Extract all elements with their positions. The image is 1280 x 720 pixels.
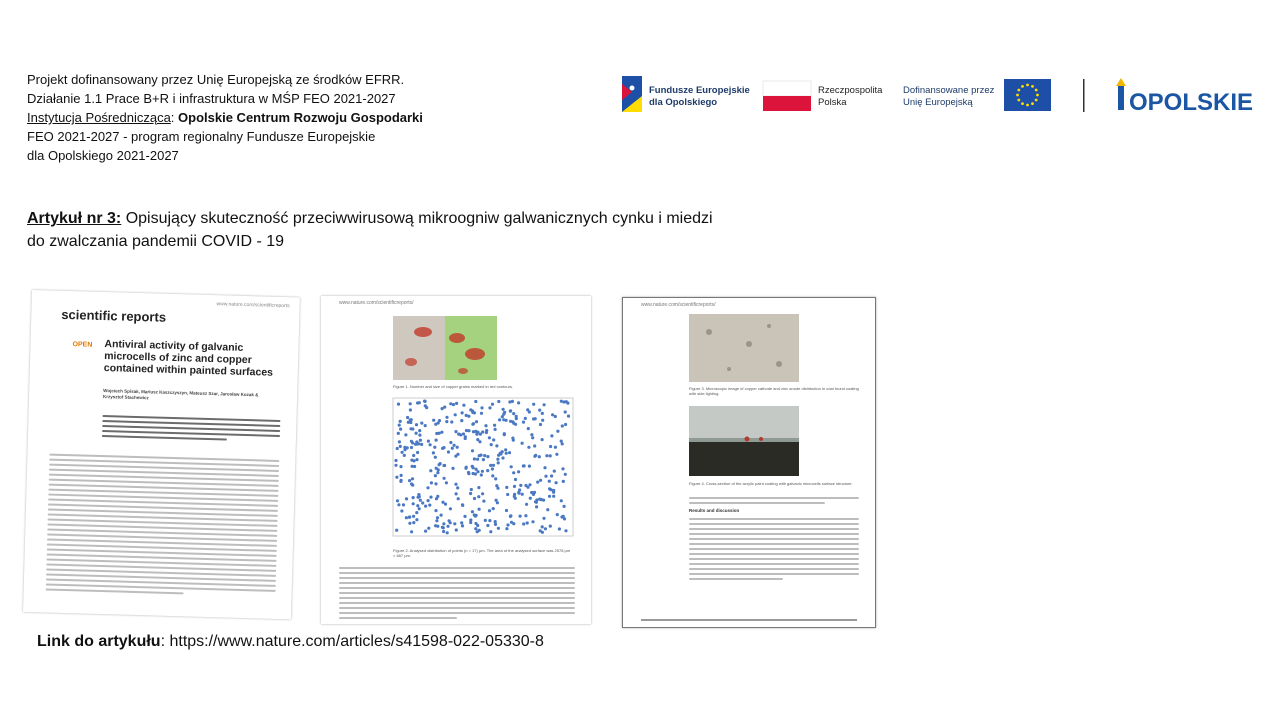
fe-logo-line1: Fundusze Europejskie xyxy=(649,85,750,96)
project-line-2: Działanie 1.1 Prace B+R i infrastruktura w MŚP FEO 2021-2027 xyxy=(27,91,396,106)
page2-url: www.nature.com/scientificreports/ xyxy=(339,300,414,306)
fe-logo-line2: dla Opolskiego xyxy=(649,97,718,108)
link-url[interactable]: : https://www.nature.com/articles/s41598-022-05330-8 xyxy=(160,633,544,650)
project-info xyxy=(27,70,507,165)
eu-cofunded-logo xyxy=(903,79,1051,111)
page1-body-text xyxy=(46,451,280,600)
page2-figure2-caption: Figure 2. Analysed distribution of points (n = 17) μm. The area of the analysed surface was 2578 μm × 687 μm. xyxy=(393,548,571,558)
opolskie-wordmark: OPOLSKIE xyxy=(1129,89,1254,116)
page3-body-top xyxy=(689,494,859,507)
page1-url: www.nature.com/scientificreports xyxy=(216,301,290,310)
eu-logo-line1: Dofinansowane przez xyxy=(903,85,995,96)
fundusze-europejskie-logo xyxy=(622,76,750,112)
page3-section-heading: Results and discussion xyxy=(689,508,740,513)
page3-cross-section-image xyxy=(689,406,799,476)
page3-figure4-caption: Figure 4. Cross-section of the acrylic paint coating with galvanic microcells surface structure. xyxy=(689,481,853,486)
article-description: Opisujący skuteczność przeciwwirusową mikroogniw galwanicznych cynku i miedzi do zwalczania pandemii COVID - 19 xyxy=(27,210,713,250)
page2-scatter-figure xyxy=(379,396,579,546)
article-heading xyxy=(27,207,727,253)
page1-abstract-lines xyxy=(102,412,281,445)
page1-article-title: Antiviral activity of galvanic microcells of zinc and copper contained within painted surfaces xyxy=(103,338,274,379)
intermediate-value: Opolskie Centrum Rozwoju Gospodarki xyxy=(178,110,423,125)
page2-micrograph-image xyxy=(393,316,497,380)
funding-logos xyxy=(620,76,1270,116)
project-line-5: dla Opolskiego 2021-2027 xyxy=(27,148,179,163)
separator: : xyxy=(170,110,179,125)
page3-micrograph-image xyxy=(689,314,799,382)
article-link[interactable] xyxy=(37,633,544,651)
rp-logo-line1: Rzeczpospolita xyxy=(818,85,883,96)
project-line-3 xyxy=(27,108,507,127)
page1-journal-name: scientific reports xyxy=(61,306,167,325)
link-label: Link do artykułu xyxy=(37,633,161,650)
rzeczpospolita-polska-logo xyxy=(763,81,883,111)
opolskie-logo xyxy=(1116,78,1253,116)
page3-footer-line xyxy=(641,619,857,621)
page2-figure1-caption: Figure 1. Number and size of copper grains marked in red contours. xyxy=(393,384,514,389)
page3-url: www.nature.com/scientificreports/ xyxy=(641,302,716,308)
article-page-3-thumbnail xyxy=(622,297,876,628)
page2-body-text xyxy=(339,564,575,622)
project-line-4: FEO 2021-2027 - program regionalny Fundusze Europejskie xyxy=(27,129,376,144)
article-page-2-thumbnail xyxy=(321,296,591,624)
page3-body-text xyxy=(689,515,859,583)
page1-open-badge: OPEN xyxy=(72,341,93,349)
rp-logo-line2: Polska xyxy=(818,97,847,108)
page1-authors: Wojciech Spisak, Mariusz Kaszczyszyn, Mateusz Szar, Jarosław Kozak & Krzysztof Stachewicz xyxy=(102,388,259,401)
intermediate-label: Instytucja Pośrednicząca xyxy=(27,110,171,125)
article-page-1-thumbnail xyxy=(23,290,300,619)
project-line-1: Projekt dofinansowany przez Unię Europejską ze środków EFRR. xyxy=(27,72,405,87)
eu-logo-line2: Unię Europejską xyxy=(903,97,973,108)
page3-figure3-caption: Figure 3. Microscopic image of copper cathode and zinc anode distribution in coat found coating with side lighting. xyxy=(689,386,859,396)
article-label: Artykuł nr 3: xyxy=(27,210,122,227)
